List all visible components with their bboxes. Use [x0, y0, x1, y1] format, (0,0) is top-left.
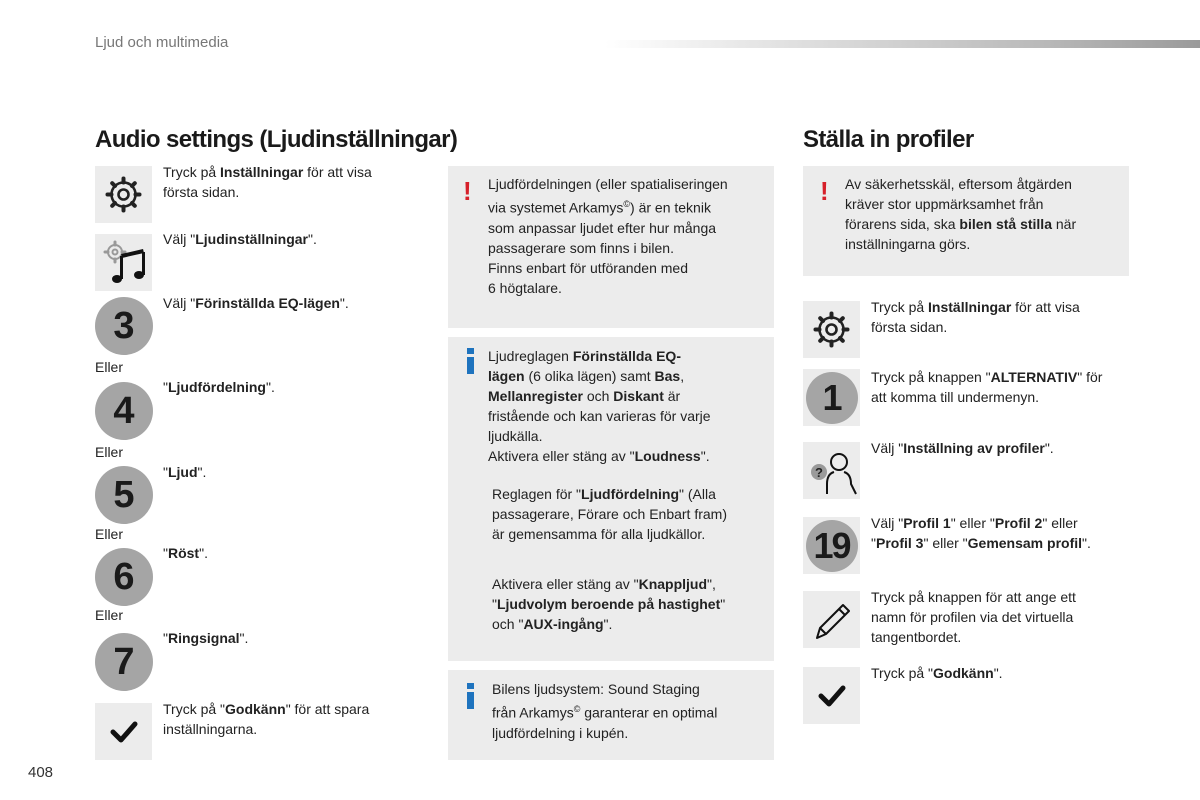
settings-gear-icon-box: [803, 301, 860, 358]
svg-text:?: ?: [815, 465, 823, 480]
step-rename-profile: Tryck på knappen för att ange ett namn för profilen via det virtuella tangentbordet.: [871, 589, 1076, 645]
info-icon: [465, 348, 477, 374]
or-label: Eller: [95, 526, 124, 542]
step-number-19: 19: [806, 520, 858, 572]
options-button-icon-box: [803, 369, 860, 426]
audio-settings-title: Audio settings (Ljudinställningar): [95, 126, 458, 153]
info-distribution-text: Reglagen för "Ljudfördelning" (Alla passagerare, Förare och Enbart fram) är gemensamma för alla ljudkällor.: [492, 486, 727, 542]
gear-icon: [95, 166, 152, 223]
or-label: Eller: [95, 607, 124, 623]
step-number-3: 3: [95, 297, 153, 355]
or-label: Eller: [95, 444, 124, 460]
info-sound-staging-text: Bilens ljudsystem: Sound Staging från Arkamys© garanterar en optimal ljudfördelning i kupén.: [492, 681, 718, 741]
step-number-7: 7: [95, 633, 153, 691]
checkmark-icon: [803, 667, 860, 724]
step-open-settings: Tryck på Inställningar för att visa första sidan.: [163, 164, 372, 200]
settings-gear-icon-box: [95, 166, 152, 223]
header-decorative-bar: [605, 40, 1200, 48]
step-number-6: 6: [95, 548, 153, 606]
step-options-button: Tryck på knappen "ALTERNATIV" för att komma till undermenyn.: [871, 369, 1103, 405]
step-ringtone: "Ringsignal".: [163, 630, 249, 646]
step-confirm-save: Tryck på "Godkänn" för att spara inställningarna.: [163, 701, 370, 737]
confirm-icon-box: [803, 667, 860, 724]
pencil-icon: [803, 591, 860, 648]
step-number-5: 5: [95, 466, 153, 524]
step-sound-distribution: "Ljudfördelning".: [163, 379, 275, 395]
step-select-profile: Välj "Profil 1" eller "Profil 2" eller "Profil 3" eller "Gemensam profil".: [871, 515, 1091, 551]
step-sound: "Ljud".: [163, 464, 207, 480]
gear-icon: [803, 301, 860, 358]
profile-choice-icon-box: [803, 517, 860, 574]
profiles-title: Ställa in profiler: [803, 126, 974, 153]
warning-safety-text: Av säkerhetsskäl, eftersom åtgärden kräver stor uppmärksamhet från förarens sida, ska bilen stå stilla när inställningarna görs.: [845, 176, 1077, 252]
warning-arkamys-text: Ljudfördelningen (eller spatialiseringen via systemet Arkamys©) är en teknik som anpassar ljudet efter hur många passagerare som finns i bilen. Finns enbart för utföranden med 6 högtalare.: [488, 176, 728, 296]
warning-icon: !: [820, 176, 829, 206]
step-number-4: 4: [95, 382, 153, 440]
step-eq-presets: Välj "Förinställda EQ-lägen".: [163, 295, 349, 311]
step-number-1: 1: [806, 372, 858, 424]
audio-settings-icon-box: [95, 234, 152, 291]
step-profile-settings: Välj "Inställning av profiler".: [871, 440, 1054, 456]
info-sound-controls-text: Ljudreglagen Förinställda EQ- lägen (6 olika lägen) samt Bas, Mellanregister och Diskant är fristående och kan varieras för varje ljudkälla. Aktivera eller stäng av "Loudness".: [488, 348, 711, 464]
step-voice: "Röst".: [163, 545, 208, 561]
step-confirm-profile: Tryck på "Godkänn".: [871, 665, 1003, 681]
confirm-icon-box: [95, 703, 152, 760]
info-icon: [465, 683, 477, 709]
warning-icon: !: [463, 176, 472, 206]
running-header: Ljud och multimedia: [95, 34, 229, 51]
step-select-audio-settings: Välj "Ljudinställningar".: [163, 231, 317, 247]
profile-settings-icon-box: [803, 442, 860, 499]
profile-question-icon: [803, 442, 860, 499]
music-gear-icon: [95, 234, 152, 291]
or-label: Eller: [95, 359, 124, 375]
info-keysound-text: Aktivera eller stäng av "Knappljud", "Ljudvolym beroende på hastighet" och "AUX-ingång".: [492, 576, 726, 632]
checkmark-icon: [95, 703, 152, 760]
rename-icon-box: [803, 591, 860, 648]
step-open-settings-profiles: Tryck på Inställningar för att visa första sidan.: [871, 299, 1080, 335]
page-number: 408: [28, 764, 54, 781]
